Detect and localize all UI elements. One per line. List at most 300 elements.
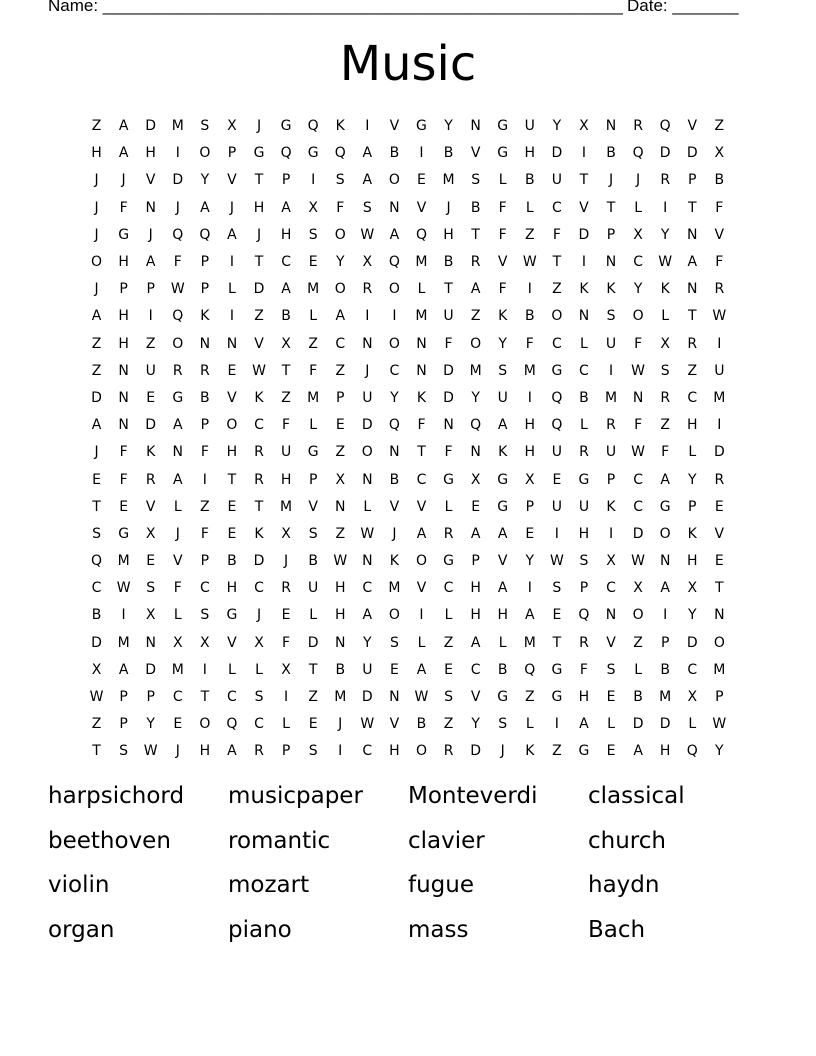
grid-letter: Q	[226, 716, 238, 733]
grid-letter: U	[362, 661, 373, 678]
grid-letter: S	[146, 580, 156, 597]
grid-letter: S	[498, 716, 508, 733]
grid-letter: C	[633, 254, 643, 271]
grid-letter: T	[254, 172, 264, 189]
grid-letter: L	[444, 498, 453, 515]
grid-letter: E	[389, 661, 399, 678]
grid-letter: K	[525, 743, 535, 760]
grid-row	[83, 466, 733, 493]
grid-letter: G	[443, 553, 454, 570]
grid-letter: A	[416, 525, 427, 542]
grid-letter: N	[389, 199, 400, 216]
grid-letter: D	[361, 417, 373, 434]
grid-letter: A	[227, 226, 237, 243]
grid-letter: G	[497, 498, 509, 515]
grid-letter: A	[497, 525, 508, 542]
grid-letter: A	[525, 607, 535, 624]
grid-letter: S	[606, 661, 616, 678]
grid-letter: R	[254, 743, 264, 760]
grid-letter: A	[470, 525, 481, 542]
grid-letter: B	[308, 553, 318, 570]
word-bank-item: beethoven	[48, 827, 171, 854]
grid-letter: U	[605, 444, 617, 461]
grid-letter: C	[443, 580, 454, 597]
grid-letter: H	[497, 607, 508, 624]
grid-row	[83, 494, 733, 521]
grid-letter: B	[91, 607, 102, 624]
grid-letter: J	[365, 362, 370, 379]
grid-letter: R	[606, 417, 616, 434]
grid-letter: A	[172, 417, 183, 434]
grid-letter: F	[200, 444, 209, 461]
grid-letter: G	[307, 145, 319, 162]
grid-letter: N	[714, 607, 725, 624]
grid-letter: K	[498, 444, 508, 461]
grid-letter: V	[497, 553, 508, 570]
grid-letter: O	[334, 226, 346, 243]
grid-letter: X	[660, 335, 670, 352]
grid-letter: H	[280, 226, 292, 243]
grid-letter: U	[551, 172, 562, 189]
grid-letter: W	[252, 362, 266, 379]
grid-letter: P	[688, 172, 697, 189]
grid-letter: Q	[686, 743, 698, 760]
grid-letter: F	[715, 199, 724, 216]
grid-letter: A	[172, 471, 183, 488]
grid-letter: S	[200, 607, 210, 624]
grid-letter: E	[714, 498, 724, 515]
grid-letter: Y	[498, 335, 507, 352]
grid-letter: X	[281, 661, 291, 678]
grid-letter: S	[308, 525, 318, 542]
grid-letter: N	[659, 553, 671, 570]
grid-letter: G	[226, 607, 238, 624]
grid-letter: T	[308, 661, 318, 678]
grid-letter: M	[523, 362, 536, 379]
grid-row	[83, 711, 733, 738]
grid-letter: F	[119, 471, 128, 488]
grid-letter: I	[527, 580, 532, 597]
grid-row	[83, 439, 733, 466]
grid-letter: H	[118, 254, 129, 271]
grid-letter: O	[199, 716, 211, 733]
grid-letter: I	[581, 254, 587, 271]
grid-letter: A	[118, 661, 129, 678]
grid-letter: I	[663, 199, 668, 216]
grid-letter: A	[497, 580, 508, 597]
grid-letter: G	[497, 471, 509, 488]
grid-letter: I	[202, 471, 207, 488]
grid-letter: J	[94, 281, 99, 298]
grid-letter: U	[362, 389, 373, 406]
grid-letter: O	[361, 444, 373, 461]
grid-letter: E	[308, 716, 318, 733]
grid-letter: N	[416, 362, 427, 379]
grid-letter: O	[551, 308, 563, 325]
grid-letter: Y	[552, 118, 562, 135]
grid-letter: I	[365, 308, 370, 325]
grid-letter: C	[687, 661, 698, 678]
grid-letter: N	[145, 199, 156, 216]
grid-letter: P	[606, 471, 616, 488]
grid-letter: J	[148, 226, 153, 243]
grid-letter: L	[255, 661, 263, 678]
grid-letter: G	[172, 389, 184, 406]
grid-letter: V	[308, 498, 318, 515]
word-bank-item: haydn	[588, 872, 660, 898]
grid-letter: Z	[335, 444, 346, 461]
grid-letter: A	[470, 634, 481, 651]
grid-letter: D	[659, 716, 671, 733]
grid-letter: O	[226, 417, 238, 434]
grid-letter: G	[578, 743, 590, 760]
grid-letter: A	[687, 254, 698, 271]
grid-letter: Y	[471, 716, 480, 733]
grid-letter: J	[446, 199, 451, 216]
grid-letter: S	[606, 308, 616, 325]
grid-letter: L	[417, 281, 426, 298]
grid-letter: N	[605, 607, 617, 624]
grid-letter: T	[92, 743, 101, 760]
grid-letter: X	[335, 471, 346, 488]
grid-letter: G	[118, 525, 130, 542]
grid-letter: X	[200, 634, 210, 651]
grid-letter: C	[281, 254, 291, 271]
grid-letter: Y	[525, 553, 535, 570]
grid-letter: A	[362, 172, 373, 189]
grid-letter: H	[524, 444, 536, 461]
grid-letter: R	[362, 281, 373, 298]
grid-letter: I	[229, 308, 234, 325]
grid-letter: V	[606, 634, 616, 651]
grid-row	[83, 630, 733, 657]
grid-letter: E	[417, 172, 426, 189]
grid-letter: E	[335, 417, 345, 434]
grid-letter: E	[119, 498, 129, 515]
grid-letter: W	[658, 254, 673, 271]
grid-letter: V	[227, 389, 237, 406]
grid-letter: Q	[280, 145, 292, 162]
grid-letter: U	[280, 444, 292, 461]
letter-grid	[83, 113, 733, 766]
grid-letter: H	[118, 308, 129, 325]
grid-letter: U	[551, 498, 562, 515]
grid-letter: B	[497, 661, 508, 678]
grid-letter: L	[498, 172, 507, 189]
grid-letter: H	[578, 689, 590, 706]
grid-letter: R	[470, 254, 481, 271]
grid-letter: H	[226, 580, 238, 597]
grid-letter: E	[552, 471, 562, 488]
grid-letter: V	[416, 199, 427, 216]
word-bank-item: organ	[48, 916, 115, 943]
grid-letter: F	[444, 335, 453, 352]
grid-letter: I	[338, 743, 343, 760]
grid-letter: M	[334, 689, 347, 706]
grid-letter: C	[362, 743, 373, 760]
grid-letter: R	[714, 281, 725, 298]
grid-row	[83, 303, 733, 330]
grid-letter: X	[579, 118, 589, 135]
grid-letter: C	[579, 362, 589, 379]
grid-letter: N	[199, 335, 211, 352]
grid-letter: N	[605, 254, 617, 271]
grid-letter: B	[470, 199, 481, 216]
grid-letter: S	[92, 525, 101, 542]
grid-letter: C	[389, 362, 400, 379]
grid-letter: R	[199, 362, 210, 379]
grid-letter: C	[254, 580, 264, 597]
grid-letter: I	[365, 118, 370, 135]
grid-letter: G	[280, 118, 292, 135]
grid-letter: M	[713, 661, 726, 678]
grid-letter: J	[229, 199, 234, 216]
grid-letter: G	[497, 145, 509, 162]
grid-letter: I	[284, 689, 289, 706]
grid-letter: I	[229, 254, 234, 271]
grid-letter: B	[579, 389, 589, 406]
grid-letter: O	[388, 172, 400, 189]
word-bank-item: musicpaper	[228, 783, 363, 809]
grid-letter: G	[497, 689, 509, 706]
grid-letter: L	[363, 498, 372, 515]
grid-letter: P	[471, 553, 480, 570]
grid-letter: G	[578, 471, 590, 488]
grid-letter: G	[118, 226, 130, 243]
grid-letter: T	[552, 634, 562, 651]
grid-letter: D	[443, 389, 454, 406]
grid-row	[83, 412, 733, 439]
grid-letter: W	[522, 254, 537, 271]
grid-letter: T	[281, 362, 291, 379]
grid-letter: X	[524, 471, 535, 488]
grid-letter: Q	[388, 417, 400, 434]
grid-letter: W	[360, 716, 375, 733]
grid-letter: P	[200, 553, 210, 570]
word-bank-item: classical	[588, 783, 685, 809]
grid-letter: E	[146, 553, 156, 570]
grid-letter: Y	[363, 634, 372, 651]
grid-letter: Z	[335, 362, 346, 379]
grid-letter: O	[659, 525, 671, 542]
grid-letter: P	[308, 471, 318, 488]
grid-letter: P	[281, 743, 291, 760]
grid-letter: V	[687, 118, 698, 135]
grid-letter: V	[416, 498, 427, 515]
grid-letter: E	[606, 743, 616, 760]
grid-letter: J	[175, 743, 180, 760]
grid-letter: L	[580, 417, 588, 434]
grid-letter: T	[579, 172, 589, 189]
grid-letter: G	[551, 689, 563, 706]
grid-letter: L	[525, 199, 534, 216]
grid-letter: V	[389, 118, 400, 135]
grid-letter: J	[94, 199, 99, 216]
grid-letter: C	[633, 471, 643, 488]
grid-letter: Z	[200, 498, 210, 515]
grid-letter: R	[443, 743, 454, 760]
grid-letter: N	[632, 389, 644, 406]
grid-letter: P	[200, 417, 210, 434]
grid-letter: B	[281, 308, 291, 325]
grid-letter: C	[199, 580, 210, 597]
grid-letter: S	[335, 172, 345, 189]
grid-letter: K	[606, 281, 616, 298]
grid-row	[83, 140, 733, 167]
grid-letter: N	[362, 471, 373, 488]
grid-letter: K	[254, 525, 264, 542]
grid-letter: X	[145, 525, 156, 542]
grid-letter: P	[227, 145, 237, 162]
grid-letter: F	[525, 335, 534, 352]
grid-letter: S	[498, 362, 508, 379]
grid-letter: I	[419, 145, 424, 162]
grid-letter: D	[686, 145, 698, 162]
grid-letter: A	[660, 471, 670, 488]
grid-letter: Z	[714, 118, 725, 135]
grid-letter: D	[470, 743, 482, 760]
grid-letter: B	[660, 661, 670, 678]
grid-letter: I	[527, 389, 532, 406]
grid-letter: E	[308, 254, 318, 271]
grid-letter: X	[281, 525, 291, 542]
grid-letter: H	[524, 417, 536, 434]
grid-row	[83, 276, 733, 303]
grid-letter: M	[117, 634, 130, 651]
grid-letter: R	[254, 471, 264, 488]
grid-letter: L	[580, 335, 588, 352]
grid-letter: M	[713, 389, 726, 406]
grid-letter: G	[551, 362, 563, 379]
grid-letter: V	[714, 525, 725, 542]
grid-letter: F	[282, 634, 291, 651]
grid-letter: Y	[687, 607, 697, 624]
grid-letter: O	[470, 335, 482, 352]
grid-letter: W	[360, 226, 375, 243]
grid-letter: U	[524, 118, 535, 135]
grid-letter: Z	[443, 634, 454, 651]
grid-letter: N	[118, 389, 129, 406]
grid-letter: Z	[145, 335, 156, 352]
grid-letter: X	[687, 689, 698, 706]
grid-letter: N	[389, 689, 400, 706]
grid-letter: K	[254, 389, 264, 406]
grid-letter: M	[171, 661, 184, 678]
grid-letter: D	[172, 172, 184, 189]
grid-letter: J	[392, 525, 397, 542]
grid-letter: T	[687, 199, 697, 216]
grid-letter: J	[94, 172, 99, 189]
grid-letter: U	[551, 444, 562, 461]
grid-letter: O	[632, 607, 644, 624]
grid-letter: E	[92, 471, 101, 488]
grid-letter: R	[281, 580, 291, 597]
grid-letter: L	[634, 661, 642, 678]
grid-letter: H	[118, 335, 129, 352]
grid-letter: P	[146, 689, 155, 706]
grid-letter: M	[280, 498, 293, 515]
grid-letter: V	[497, 254, 508, 271]
grid-letter: N	[362, 335, 373, 352]
grid-letter: S	[444, 689, 453, 706]
grid-letter: M	[307, 281, 320, 298]
grid-letter: N	[226, 335, 238, 352]
grid-letter: P	[606, 226, 616, 243]
grid-letter: S	[471, 172, 481, 189]
grid-letter: S	[660, 362, 670, 379]
grid-letter: I	[554, 716, 559, 733]
grid-letter: I	[311, 172, 316, 189]
grid-letter: Q	[91, 553, 103, 570]
grid-letter: P	[715, 689, 724, 706]
grid-letter: D	[253, 281, 265, 298]
grid-letter: N	[605, 118, 617, 135]
grid-letter: Z	[91, 118, 102, 135]
grid-letter: B	[389, 471, 400, 488]
grid-letter: G	[497, 118, 509, 135]
grid-letter: K	[687, 525, 697, 542]
grid-letter: J	[175, 199, 180, 216]
grid-letter: Q	[388, 254, 400, 271]
grid-letter: C	[687, 389, 698, 406]
grid-letter: J	[256, 226, 262, 243]
grid-letter: F	[498, 199, 507, 216]
grid-letter: R	[687, 335, 698, 352]
grid-letter: E	[471, 498, 481, 515]
grid-letter: F	[200, 525, 209, 542]
grid-letter: A	[470, 281, 481, 298]
grid-letter: N	[470, 118, 481, 135]
grid-letter: W	[631, 444, 646, 461]
grid-letter: I	[554, 525, 559, 542]
grid-letter: R	[579, 634, 589, 651]
grid-letter: N	[362, 553, 373, 570]
grid-letter: M	[388, 580, 401, 597]
grid-letter: F	[282, 417, 291, 434]
grid-letter: V	[416, 580, 427, 597]
grid-letter: G	[307, 444, 319, 461]
grid-letter: P	[579, 580, 589, 597]
grid-letter: L	[309, 417, 318, 434]
grid-letter: Z	[91, 335, 102, 352]
grid-letter: T	[687, 308, 697, 325]
grid-letter: T	[254, 498, 264, 515]
grid-letter: Q	[551, 417, 563, 434]
grid-letter: V	[145, 172, 156, 189]
grid-letter: I	[608, 362, 614, 379]
grid-letter: O	[632, 308, 644, 325]
grid-letter: D	[632, 525, 644, 542]
grid-letter: O	[388, 281, 400, 298]
grid-letter: E	[525, 525, 535, 542]
grid-letter: V	[254, 335, 264, 352]
grid-letter: O	[172, 335, 184, 352]
grid-letter: N	[118, 362, 129, 379]
grid-letter: R	[660, 172, 671, 189]
grid-letter: T	[92, 498, 101, 515]
grid-letter: C	[606, 580, 616, 597]
grid-letter: I	[663, 607, 668, 624]
grid-letter: J	[284, 553, 289, 570]
grid-letter: B	[633, 689, 643, 706]
grid-letter: X	[227, 118, 237, 135]
grid-letter: I	[392, 308, 397, 325]
grid-letter: E	[281, 607, 291, 624]
grid-letter: U	[578, 498, 590, 515]
grid-letter: D	[659, 145, 671, 162]
grid-letter: T	[254, 254, 264, 271]
grid-letter: K	[498, 308, 508, 325]
